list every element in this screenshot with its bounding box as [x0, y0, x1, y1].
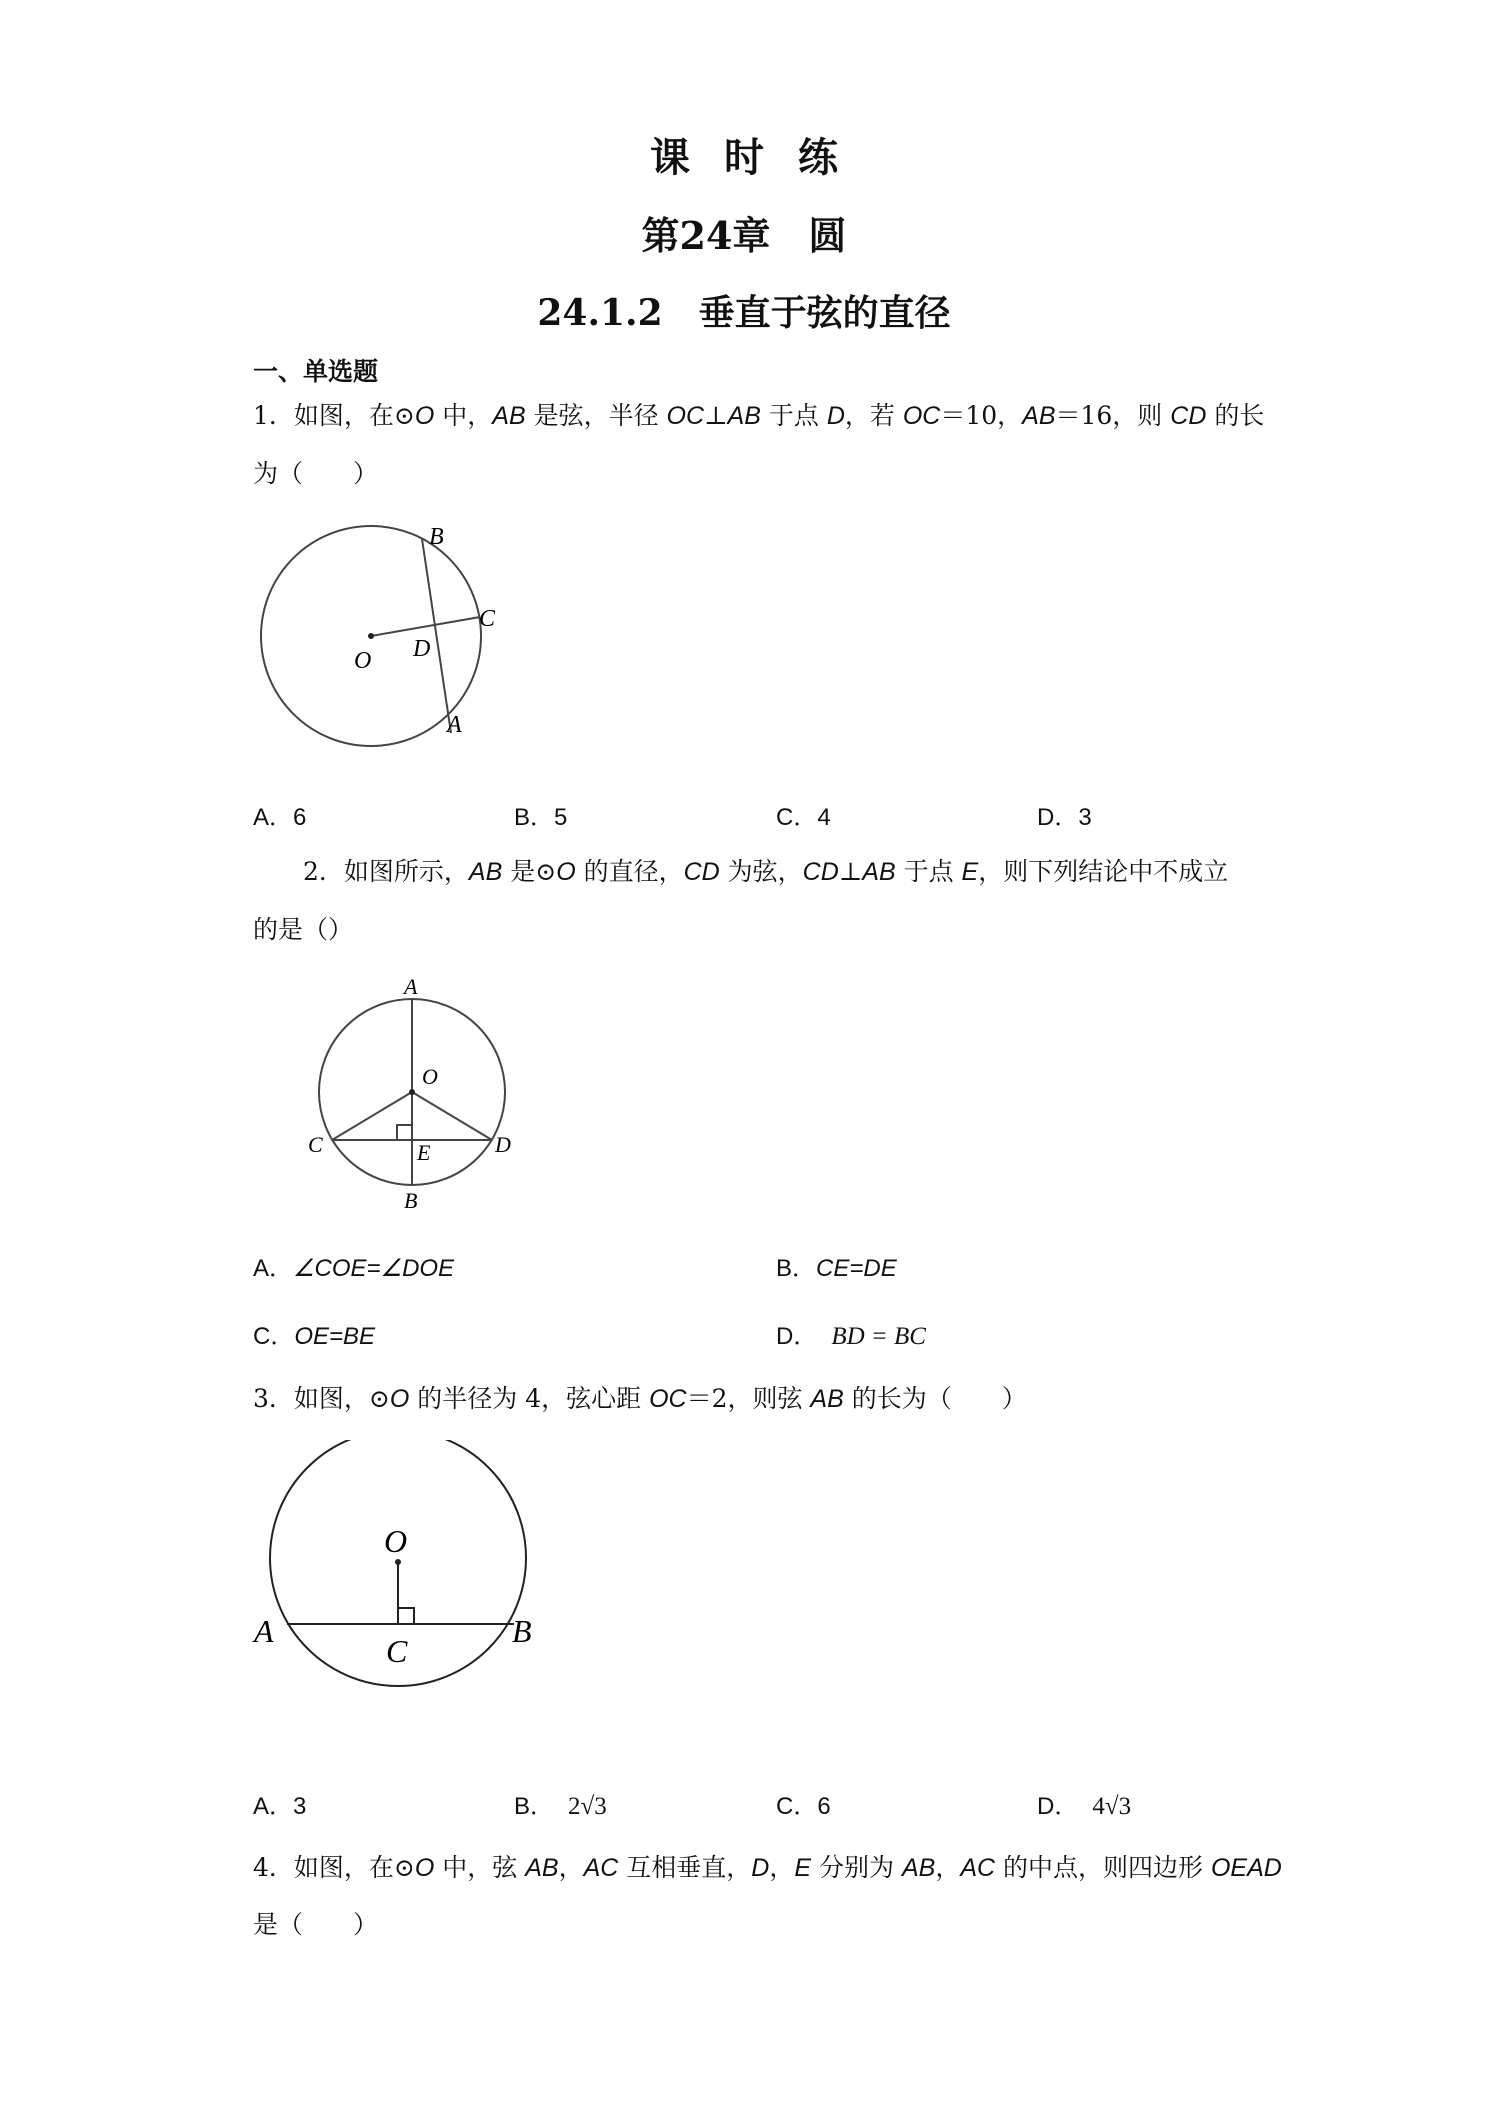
label-a: A	[404, 974, 418, 999]
doc-title: 课时练	[650, 134, 872, 181]
q2-option-b[interactable]: B．CE=DE	[776, 1255, 897, 1282]
question-number: 4．	[253, 1853, 294, 1882]
radius-oc	[371, 617, 480, 636]
q2-option-d[interactable]: D． BD = BC	[776, 1323, 926, 1350]
q3-option-a[interactable]: A．3	[253, 1793, 307, 1820]
question-number: 1．	[253, 401, 294, 430]
right-angle-mark	[397, 1125, 412, 1140]
label-b: B	[512, 1613, 532, 1649]
label-b: B	[404, 1188, 418, 1210]
label-b: B	[429, 524, 444, 550]
label-o: O	[354, 648, 372, 674]
question-2-line1: 2．如图所示，AB 是⊙O 的直径，CD 为弦，CD⊥AB 于点 E，则下列结论中不成立	[303, 857, 1229, 886]
q3-option-c[interactable]: C．6	[776, 1793, 831, 1820]
label-c: C	[308, 1132, 323, 1157]
q2-option-c[interactable]: C．OE=BE	[253, 1323, 376, 1350]
question-3-line1: 3．如图，⊙O 的半径为 4，弦心距 OC＝2，则弦 AB 的长为（ ）	[253, 1384, 1027, 1413]
label-e: E	[417, 1140, 431, 1165]
center-point	[395, 1559, 401, 1565]
q2-option-a[interactable]: A．∠COE=∠DOE	[253, 1255, 455, 1282]
label-d: D	[413, 636, 431, 662]
label-d: D	[495, 1132, 511, 1157]
chapter-title: 第24章 圆	[641, 213, 847, 258]
center-point	[368, 633, 374, 639]
q3-option-b[interactable]: B． 2√3	[514, 1793, 607, 1820]
q1-option-b[interactable]: B．5	[514, 804, 568, 831]
label-a: A	[254, 1613, 274, 1649]
question-4-line1: 4．如图，在⊙O 中，弦 AB，AC 互相垂直，D，E 分别为 AB，AC 的中点，则四边形 OEAD	[253, 1853, 1282, 1882]
label-o: O	[422, 1064, 438, 1089]
q1-option-d[interactable]: D．3	[1037, 804, 1092, 831]
question-2-line2: 的是（）	[253, 915, 354, 944]
center-point	[409, 1089, 415, 1095]
figure-q2	[300, 970, 530, 1210]
question-number: 3．	[253, 1384, 294, 1413]
label-c: C	[386, 1633, 408, 1669]
question-4-line2: 是（ ）	[253, 1910, 379, 1939]
question-number: 2．	[303, 857, 344, 886]
q1-option-c[interactable]: C．4	[776, 804, 831, 831]
question-1-line2: 为（ ）	[253, 459, 379, 488]
section-title: 24.1.2 垂直于弦的直径	[537, 292, 951, 334]
q1-option-a[interactable]: A．6	[253, 804, 307, 831]
section-heading: 一、单选题	[253, 357, 379, 386]
figure-q1	[255, 518, 525, 758]
right-angle-mark	[398, 1608, 414, 1624]
q3-option-d[interactable]: D． 4√3	[1037, 1793, 1132, 1820]
segment-oc	[332, 1092, 412, 1140]
label-c: C	[479, 606, 496, 632]
question-1-line1: 1．如图，在⊙O 中，AB 是弦，半径 OC⊥AB 于点 D，若 OC＝10，AB＝16，则 CD 的长	[253, 401, 1265, 430]
label-o: O	[384, 1523, 408, 1559]
figure-q3	[250, 1440, 560, 1700]
label-a: A	[447, 712, 462, 738]
segment-od	[412, 1092, 492, 1140]
